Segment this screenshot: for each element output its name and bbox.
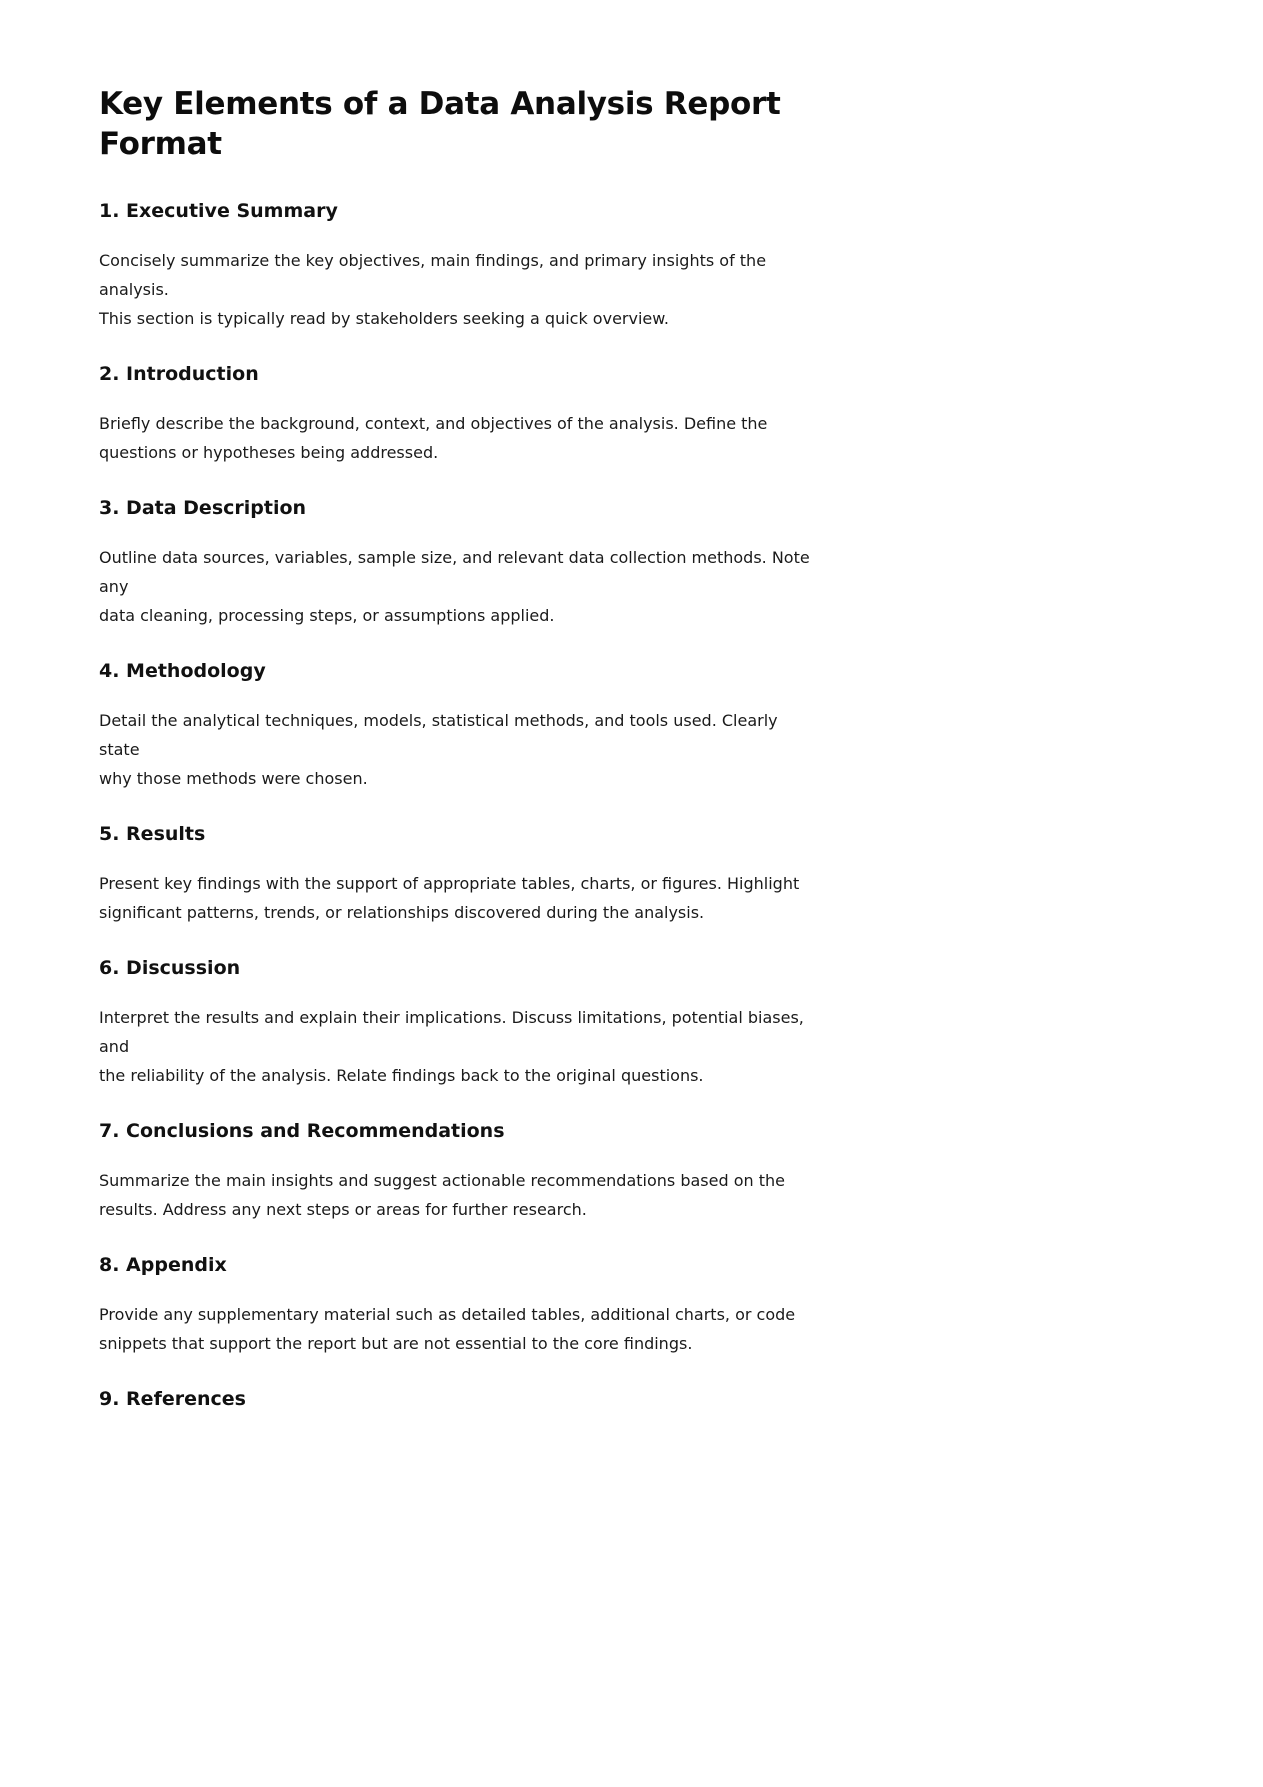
section-appendix [99, 1252, 819, 1358]
section-references [99, 1386, 819, 1412]
section-methodology [99, 658, 819, 793]
section-data-description [99, 495, 819, 630]
section-body: Present key findings with the support of appropriate tables, charts, or figures. Highlight significant patterns, trends, or relationships discovered during the analysis. [99, 874, 800, 922]
section-discussion [99, 955, 819, 1090]
section-body: Provide any supplementary material such as detailed tables, additional charts, or code snippets that support the report but are not essential to the core findings. [99, 1305, 796, 1353]
section-heading: 3. Data Description [99, 497, 307, 519]
section-heading: 4. Methodology [99, 660, 266, 682]
section-heading: 5. Results [99, 823, 206, 845]
document-page [99, 84, 819, 1440]
section-body: Summarize the main insights and suggest actionable recommendations based on the results. Address any next steps or areas for further research. [99, 1171, 785, 1219]
section-heading: 8. Appendix [99, 1254, 227, 1276]
section-heading: 1. Executive Summary [99, 200, 338, 222]
section-body: Briefly describe the background, context, and objectives of the analysis. Define the questions or hypotheses being addressed. [99, 414, 768, 462]
section-results [99, 821, 819, 927]
section-executive-summary [99, 198, 819, 333]
section-list [99, 198, 819, 1412]
section-heading: 9. References [99, 1388, 246, 1410]
section-body: Outline data sources, variables, sample size, and relevant data collection methods. Note any data cleaning, processing steps, or assumptions applied. [99, 548, 810, 625]
section-heading: 7. Conclusions and Recommendations [99, 1120, 505, 1142]
section-conclusions-recommendations [99, 1118, 819, 1224]
section-heading: 6. Discussion [99, 957, 241, 979]
document-title: Key Elements of a Data Analysis Report Format [99, 86, 781, 162]
section-body: Interpret the results and explain their implications. Discuss limitations, potential biases, and the reliability of the analysis. Relate findings back to the original questions. [99, 1008, 804, 1085]
section-introduction [99, 361, 819, 467]
section-body: Detail the analytical techniques, models, statistical methods, and tools used. Clearly state why those methods were chosen. [99, 711, 778, 788]
section-heading: 2. Introduction [99, 363, 259, 385]
section-body: Concisely summarize the key objectives, main findings, and primary insights of the analysis. This section is typically read by stakeholders seeking a quick overview. [99, 251, 767, 328]
